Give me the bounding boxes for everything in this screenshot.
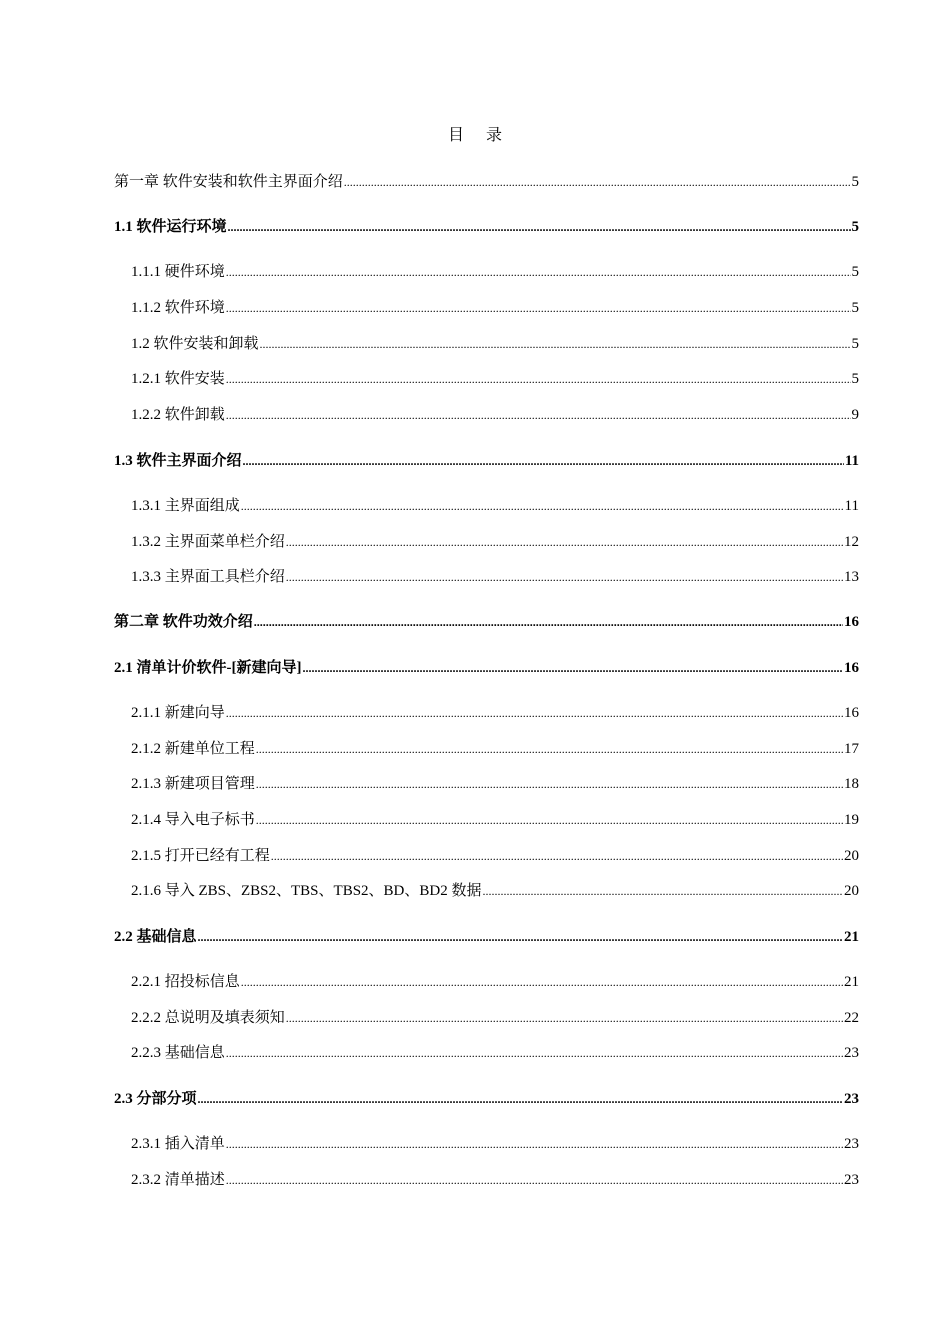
toc-entry[interactable] xyxy=(114,928,859,946)
toc-leader-dots xyxy=(254,613,843,631)
toc-entry-page: 5 xyxy=(851,264,859,280)
toc-entry-text: 2.1 清单计价软件-[新建向导] xyxy=(114,660,302,676)
toc-leader-dots xyxy=(226,370,851,388)
toc-leader-dots xyxy=(243,452,844,470)
toc-entry-text: 2.2.2 总说明及填表须知 xyxy=(131,1010,285,1026)
toc-entry-text: 2.2.1 招投标信息 xyxy=(131,974,240,990)
toc-entry[interactable] xyxy=(114,452,859,470)
toc-entry-page: 23 xyxy=(844,1136,859,1152)
toc-entry[interactable] xyxy=(131,263,859,281)
toc-leader-dots xyxy=(228,218,851,236)
toc-entry-page: 22 xyxy=(844,1010,859,1026)
toc-entry[interactable] xyxy=(131,1171,859,1189)
toc-entry[interactable] xyxy=(114,218,859,236)
toc-entry-text: 2.1.3 新建项目管理 xyxy=(131,776,255,792)
toc-entry[interactable] xyxy=(131,406,859,424)
toc-title: 目录 xyxy=(447,127,524,144)
toc-entry[interactable] xyxy=(131,775,859,793)
toc-entry[interactable] xyxy=(131,299,859,317)
toc-entry[interactable] xyxy=(114,613,859,631)
toc-entry-text: 2.2 基础信息 xyxy=(114,929,197,945)
toc-leader-dots xyxy=(198,1090,843,1108)
toc-entry[interactable] xyxy=(131,1009,859,1027)
toc-entry-page: 13 xyxy=(844,569,859,585)
toc-leader-dots xyxy=(226,1135,843,1153)
toc-leader-dots xyxy=(226,1171,843,1189)
toc-entry-text: 1.2 软件安装和卸载 xyxy=(131,336,259,352)
toc-entry-page: 21 xyxy=(844,974,859,990)
toc-leader-dots xyxy=(271,847,843,865)
toc-entry-text: 2.1.5 打开已经有工程 xyxy=(131,848,270,864)
toc-entry-page: 5 xyxy=(851,336,859,352)
toc-entry-page: 11 xyxy=(844,453,859,469)
toc-entry[interactable] xyxy=(131,882,859,900)
toc-entry-text: 1.1.1 硬件环境 xyxy=(131,264,225,280)
toc-entry-text: 第二章 软件功效介绍 xyxy=(114,614,253,630)
toc-entry-text: 1.2.1 软件安装 xyxy=(131,371,225,387)
toc-entry-page: 11 xyxy=(844,498,859,514)
toc-entry-page: 18 xyxy=(844,776,859,792)
toc-entry-text: 2.1.1 新建向导 xyxy=(131,705,225,721)
toc-entry-text: 1.3.2 主界面菜单栏介绍 xyxy=(131,534,285,550)
toc-entry[interactable] xyxy=(131,1044,859,1062)
toc-entry[interactable] xyxy=(131,811,859,829)
toc-entry-page: 9 xyxy=(851,407,859,423)
toc-entry[interactable] xyxy=(131,497,859,515)
toc-entry-page: 23 xyxy=(844,1172,859,1188)
toc-leader-dots xyxy=(226,263,851,281)
toc-entry-page: 16 xyxy=(844,705,859,721)
toc-entry[interactable] xyxy=(131,335,859,353)
toc-entry-text: 2.1.6 导入 ZBS、ZBS2、TBS、TBS2、BD、BD2 数据 xyxy=(131,883,482,899)
toc-entry-text: 2.1.4 导入电子标书 xyxy=(131,812,255,828)
toc-entry-text: 1.3.1 主界面组成 xyxy=(131,498,240,514)
toc-entry[interactable] xyxy=(131,704,859,722)
toc-entry[interactable] xyxy=(131,533,859,551)
toc-entry-page: 5 xyxy=(851,174,859,190)
toc-entry-text: 2.3.1 插入清单 xyxy=(131,1136,225,1152)
toc-entry-page: 12 xyxy=(844,534,859,550)
toc-entry-page: 5 xyxy=(851,371,859,387)
toc-leader-dots xyxy=(226,299,851,317)
toc-entry[interactable] xyxy=(114,173,859,191)
toc-leader-dots xyxy=(286,1009,843,1027)
toc-leader-dots xyxy=(226,704,843,722)
toc-entry-page: 5 xyxy=(851,300,859,316)
toc-entry[interactable] xyxy=(131,973,859,991)
toc-entry-page: 20 xyxy=(844,883,859,899)
toc-entry-page: 21 xyxy=(844,929,859,945)
toc-leader-dots xyxy=(256,740,843,758)
toc-entry[interactable] xyxy=(114,659,859,677)
toc-entry-page: 20 xyxy=(844,848,859,864)
toc-entry-text: 2.3.2 清单描述 xyxy=(131,1172,225,1188)
toc-entry-page: 19 xyxy=(844,812,859,828)
toc-entry[interactable] xyxy=(114,1090,859,1108)
toc-entry-text: 1.1.2 软件环境 xyxy=(131,300,225,316)
toc-entry-text: 1.3 软件主界面介绍 xyxy=(114,453,242,469)
toc-leader-dots xyxy=(260,335,851,353)
toc-leader-dots xyxy=(482,882,843,900)
toc-entry-text: 1.2.2 软件卸载 xyxy=(131,407,225,423)
toc-entry[interactable] xyxy=(131,740,859,758)
toc-entry-page: 23 xyxy=(844,1091,859,1107)
toc-entry[interactable] xyxy=(131,1135,859,1153)
toc-leader-dots xyxy=(198,928,843,946)
toc-entry-text: 2.2.3 基础信息 xyxy=(131,1045,225,1061)
toc-entry[interactable] xyxy=(131,370,859,388)
toc-leader-dots xyxy=(241,497,844,515)
toc-leader-dots xyxy=(303,659,844,677)
toc-entry-text: 2.3 分部分项 xyxy=(114,1091,197,1107)
toc-entry-text: 1.3.3 主界面工具栏介绍 xyxy=(131,569,285,585)
toc-leader-dots xyxy=(286,533,843,551)
toc-entry-page: 16 xyxy=(844,660,859,676)
toc-entry-text: 第一章 软件安装和软件主界面介绍 xyxy=(114,174,343,190)
toc-leader-dots xyxy=(344,173,851,191)
toc-leader-dots xyxy=(226,1044,843,1062)
toc-entry-text: 2.1.2 新建单位工程 xyxy=(131,741,255,757)
toc-entry[interactable] xyxy=(131,847,859,865)
toc-leader-dots xyxy=(256,775,843,793)
toc-leader-dots xyxy=(286,568,843,586)
toc-entry-page: 5 xyxy=(851,219,859,235)
toc-entry-page: 23 xyxy=(844,1045,859,1061)
toc-leader-dots xyxy=(256,811,843,829)
toc-leader-dots xyxy=(226,406,851,424)
toc-entry[interactable] xyxy=(131,568,859,586)
toc-entry-page: 17 xyxy=(844,741,859,757)
toc-leader-dots xyxy=(241,973,843,991)
toc-entry-page: 16 xyxy=(844,614,859,630)
toc-entry-text: 1.1 软件运行环境 xyxy=(114,219,227,235)
